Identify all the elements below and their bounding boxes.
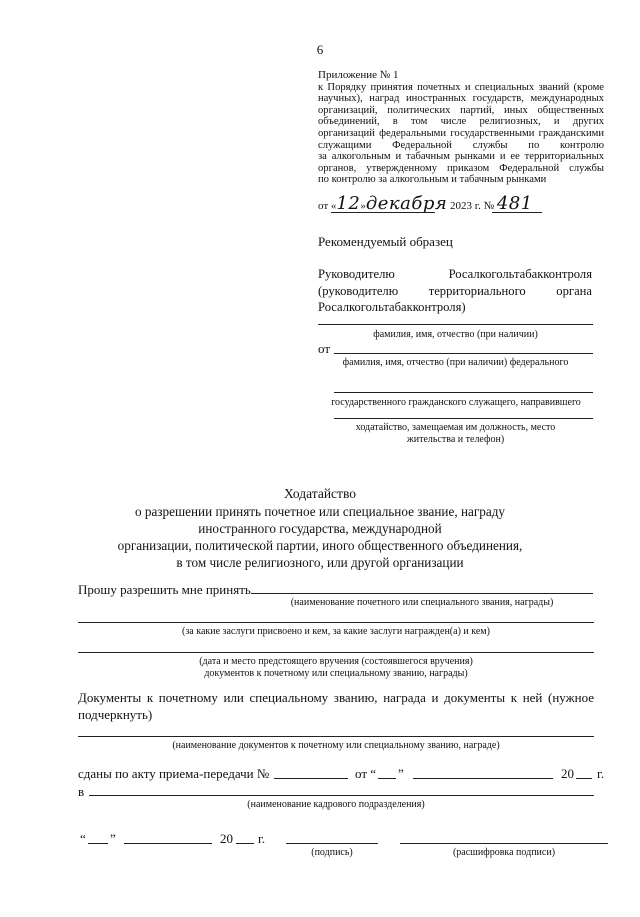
act-label: сданы по акту приема-передачи № <box>78 766 270 781</box>
caption-hr: (наименование кадрового подразделения) <box>247 799 425 810</box>
documents-paragraph <box>78 690 594 723</box>
sig-year-line[interactable] <box>236 843 254 844</box>
award-line[interactable] <box>251 593 593 594</box>
subtitle-line: организации, политической партии, иного общественного объединения, <box>117 538 523 553</box>
caption-position: ходатайство, замещаемая им должность, место <box>355 422 556 433</box>
handwritten-day: 12 <box>336 193 361 214</box>
addressee-line: (руководителю территориального органа <box>318 283 592 298</box>
delivery-line[interactable] <box>78 652 594 653</box>
caption-fio-federal: фамилия, имя, отчество (при наличии) федерального <box>342 357 569 368</box>
sig-day-line[interactable] <box>88 843 108 844</box>
hr-line[interactable] <box>89 795 594 796</box>
subtitle-line: о разрешении принять почетное или специальное звание, награду <box>134 504 506 519</box>
caption-servant: государственного гражданского служащего, направившего <box>331 397 581 408</box>
act-year-label: 20 <box>561 766 574 781</box>
appendix-line: объединений, в том числе религиозных, и других <box>318 116 604 128</box>
appendix-line: за алкогольным и табачным рынками и ее территориальных <box>318 151 604 163</box>
request-label: Прошу разрешить мне принять <box>78 582 251 597</box>
appendix-line: организаций федеральными государственными гражданскими <box>318 127 604 139</box>
addressee-block <box>318 266 592 316</box>
caption-date1: (дата и место предстоящего вручения (состоявшегося вручения) <box>199 656 473 667</box>
addressee-line: Росалкогольтабакконтроля) <box>318 300 466 314</box>
appendix-line: научных), наград иностранных государств, международных <box>318 93 604 105</box>
caption-award: (наименование почетного или специального звания, награды) <box>290 597 554 608</box>
caption-fio: фамилия, имя, отчество (при наличии) <box>373 329 538 340</box>
act-from-label: от “ <box>355 766 377 781</box>
caption-decode: (расшифровка подписи) <box>452 847 556 858</box>
appendix-line: к Порядку принятия почетных и специальных званий (кроме <box>318 81 604 93</box>
sig-open-quote: “ <box>80 831 86 846</box>
subtitle-line: в том числе религиозного, или другой организации <box>176 555 464 570</box>
sig-month-line[interactable] <box>124 843 212 844</box>
in-label: в <box>78 784 85 799</box>
act-day-line[interactable] <box>378 778 396 779</box>
caption-date2: документов к почетному или специальному званию, награды) <box>204 668 468 679</box>
appendix-date-line <box>318 193 618 214</box>
recommended-label: Рекомендуемый образец <box>318 234 453 249</box>
addressee-line: Руководителю Росалкогольтабакконтроля <box>318 267 592 281</box>
caption-signature: (подпись) <box>311 847 353 858</box>
document-subtitle <box>0 503 640 571</box>
decode-line[interactable] <box>400 843 608 844</box>
caption-docs: (наименование документов к почетному или специальному званию, награде) <box>172 740 500 751</box>
document-title: Ходатайство <box>284 486 356 501</box>
act-quote-close: ” <box>398 766 404 781</box>
appendix-line: по контролю за алкогольным и табачным рынками <box>318 174 547 186</box>
appendix-title: Приложение № 1 <box>318 69 399 81</box>
act-g-label: г. <box>597 766 605 781</box>
subtitle-line: иностранного государства, международной <box>198 521 442 536</box>
act-year-line[interactable] <box>576 778 592 779</box>
merit-line[interactable] <box>78 622 594 623</box>
number-underline <box>492 212 542 213</box>
act-month-line[interactable] <box>413 778 553 779</box>
documents-line: Документы к почетному или специальному званию, награда и документы к ней (нужное <box>78 690 594 705</box>
sig-year-label: 20 <box>220 831 233 846</box>
page-number: 6 <box>316 42 324 57</box>
servant-line[interactable] <box>334 392 593 393</box>
documents-line: подчеркнуть) <box>78 706 153 722</box>
appendix-line: органов, утвержденному приказом Федеральной службы <box>318 162 604 174</box>
from-line[interactable] <box>334 353 593 354</box>
date-underline <box>331 212 435 213</box>
appendix-block <box>318 70 604 186</box>
sig-g-label: г. <box>258 831 266 846</box>
appendix-line: служащими Федеральной службы по контролю <box>318 139 604 151</box>
appendix-line: организаций, политических партий, иных общественных <box>318 104 604 116</box>
signature-line[interactable] <box>286 843 378 844</box>
date-year: 2023 г. № <box>450 200 495 212</box>
handwritten-month: декабря <box>365 193 448 214</box>
date-mid: » <box>360 200 366 212</box>
from-label: от <box>318 341 331 356</box>
caption-merit: (за какие заслуги присвоено и кем, за какие заслуги награжден(а) и кем) <box>182 626 490 637</box>
fio-line[interactable] <box>318 324 593 325</box>
date-prefix: от « <box>318 200 337 212</box>
caption-residence: жительства и телефон) <box>406 434 505 445</box>
sig-close-quote: ” <box>110 831 116 846</box>
act-number-line[interactable] <box>274 778 348 779</box>
handwritten-number: 481 <box>496 193 533 214</box>
position-line[interactable] <box>334 418 593 419</box>
documents-name-line[interactable] <box>78 736 594 737</box>
